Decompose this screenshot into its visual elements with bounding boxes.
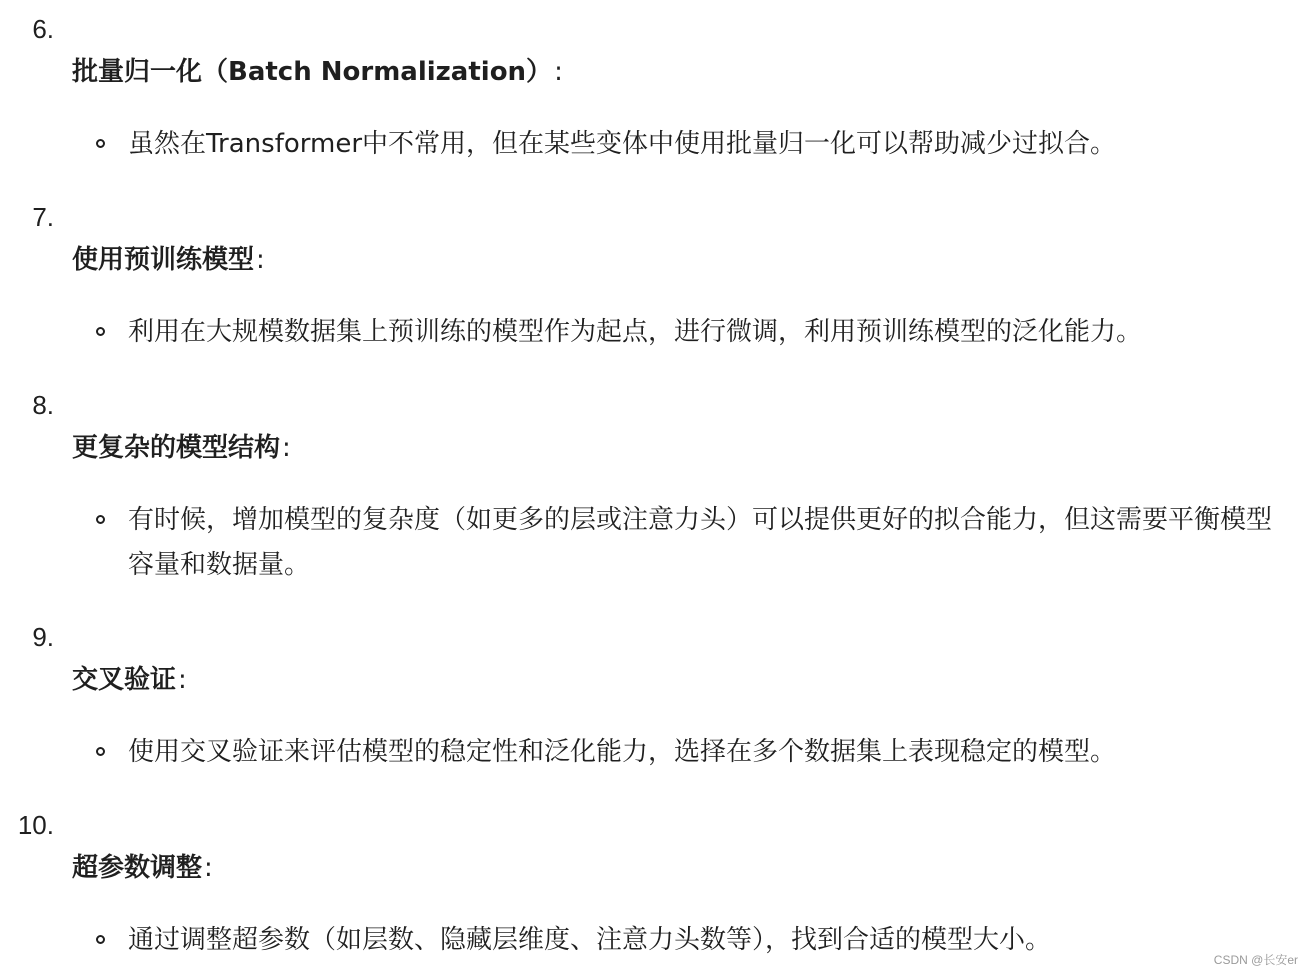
item-heading — [72, 664, 187, 696]
heading-text: 更复杂的模型结构 — [72, 433, 281, 463]
hollow-circle-bullet-icon — [96, 935, 105, 944]
item-number: 9. — [32, 622, 54, 652]
heading-colon: : — [178, 665, 187, 695]
hollow-circle-bullet-icon — [96, 327, 105, 336]
item-heading — [72, 852, 213, 884]
hollow-circle-bullet-icon — [96, 747, 105, 756]
heading-colon: : — [282, 433, 291, 463]
item-number: 8. — [32, 390, 54, 420]
bullet-text: 利用在大规模数据集上预训练的模型作为起点，进行微调，利用预训练模型的泛化能力。 — [128, 317, 1143, 347]
bullet-text: 使用交叉验证来评估模型的稳定性和泛化能力，选择在多个数据集上表现稳定的模型。 — [128, 737, 1117, 767]
item-heading — [72, 432, 291, 464]
heading-text: 使用预训练模型 — [72, 245, 255, 275]
heading-colon: : — [256, 245, 265, 275]
heading-text: 批量归一化（Batch Normalization） — [72, 57, 553, 87]
heading-text: 超参数调整 — [72, 853, 203, 883]
heading-colon: : — [204, 853, 213, 883]
item-number: 10. — [17, 810, 54, 840]
hollow-circle-bullet-icon — [96, 139, 105, 148]
bullet-text: 虽然在Transformer中不常用，但在某些变体中使用批量归一化可以帮助减少过拟合。 — [128, 129, 1117, 159]
bullet-text: 通过调整超参数（如层数、隐藏层维度、注意力头数等），找到合适的模型大小。 — [128, 925, 1052, 955]
hollow-circle-bullet-icon — [96, 515, 105, 524]
heading-colon: : — [554, 57, 563, 87]
item-number: 7. — [32, 202, 54, 232]
item-heading — [72, 56, 563, 88]
heading-text: 交叉验证 — [72, 665, 177, 695]
item-heading — [72, 244, 265, 276]
item-number: 6. — [32, 14, 54, 44]
bullet-text: 有时候，增加模型的复杂度（如更多的层或注意力头）可以提供更好的拟合能力，但这需要平衡模型容量和数据量。 — [128, 505, 1273, 580]
watermark: CSDN @长安er — [1213, 953, 1298, 967]
